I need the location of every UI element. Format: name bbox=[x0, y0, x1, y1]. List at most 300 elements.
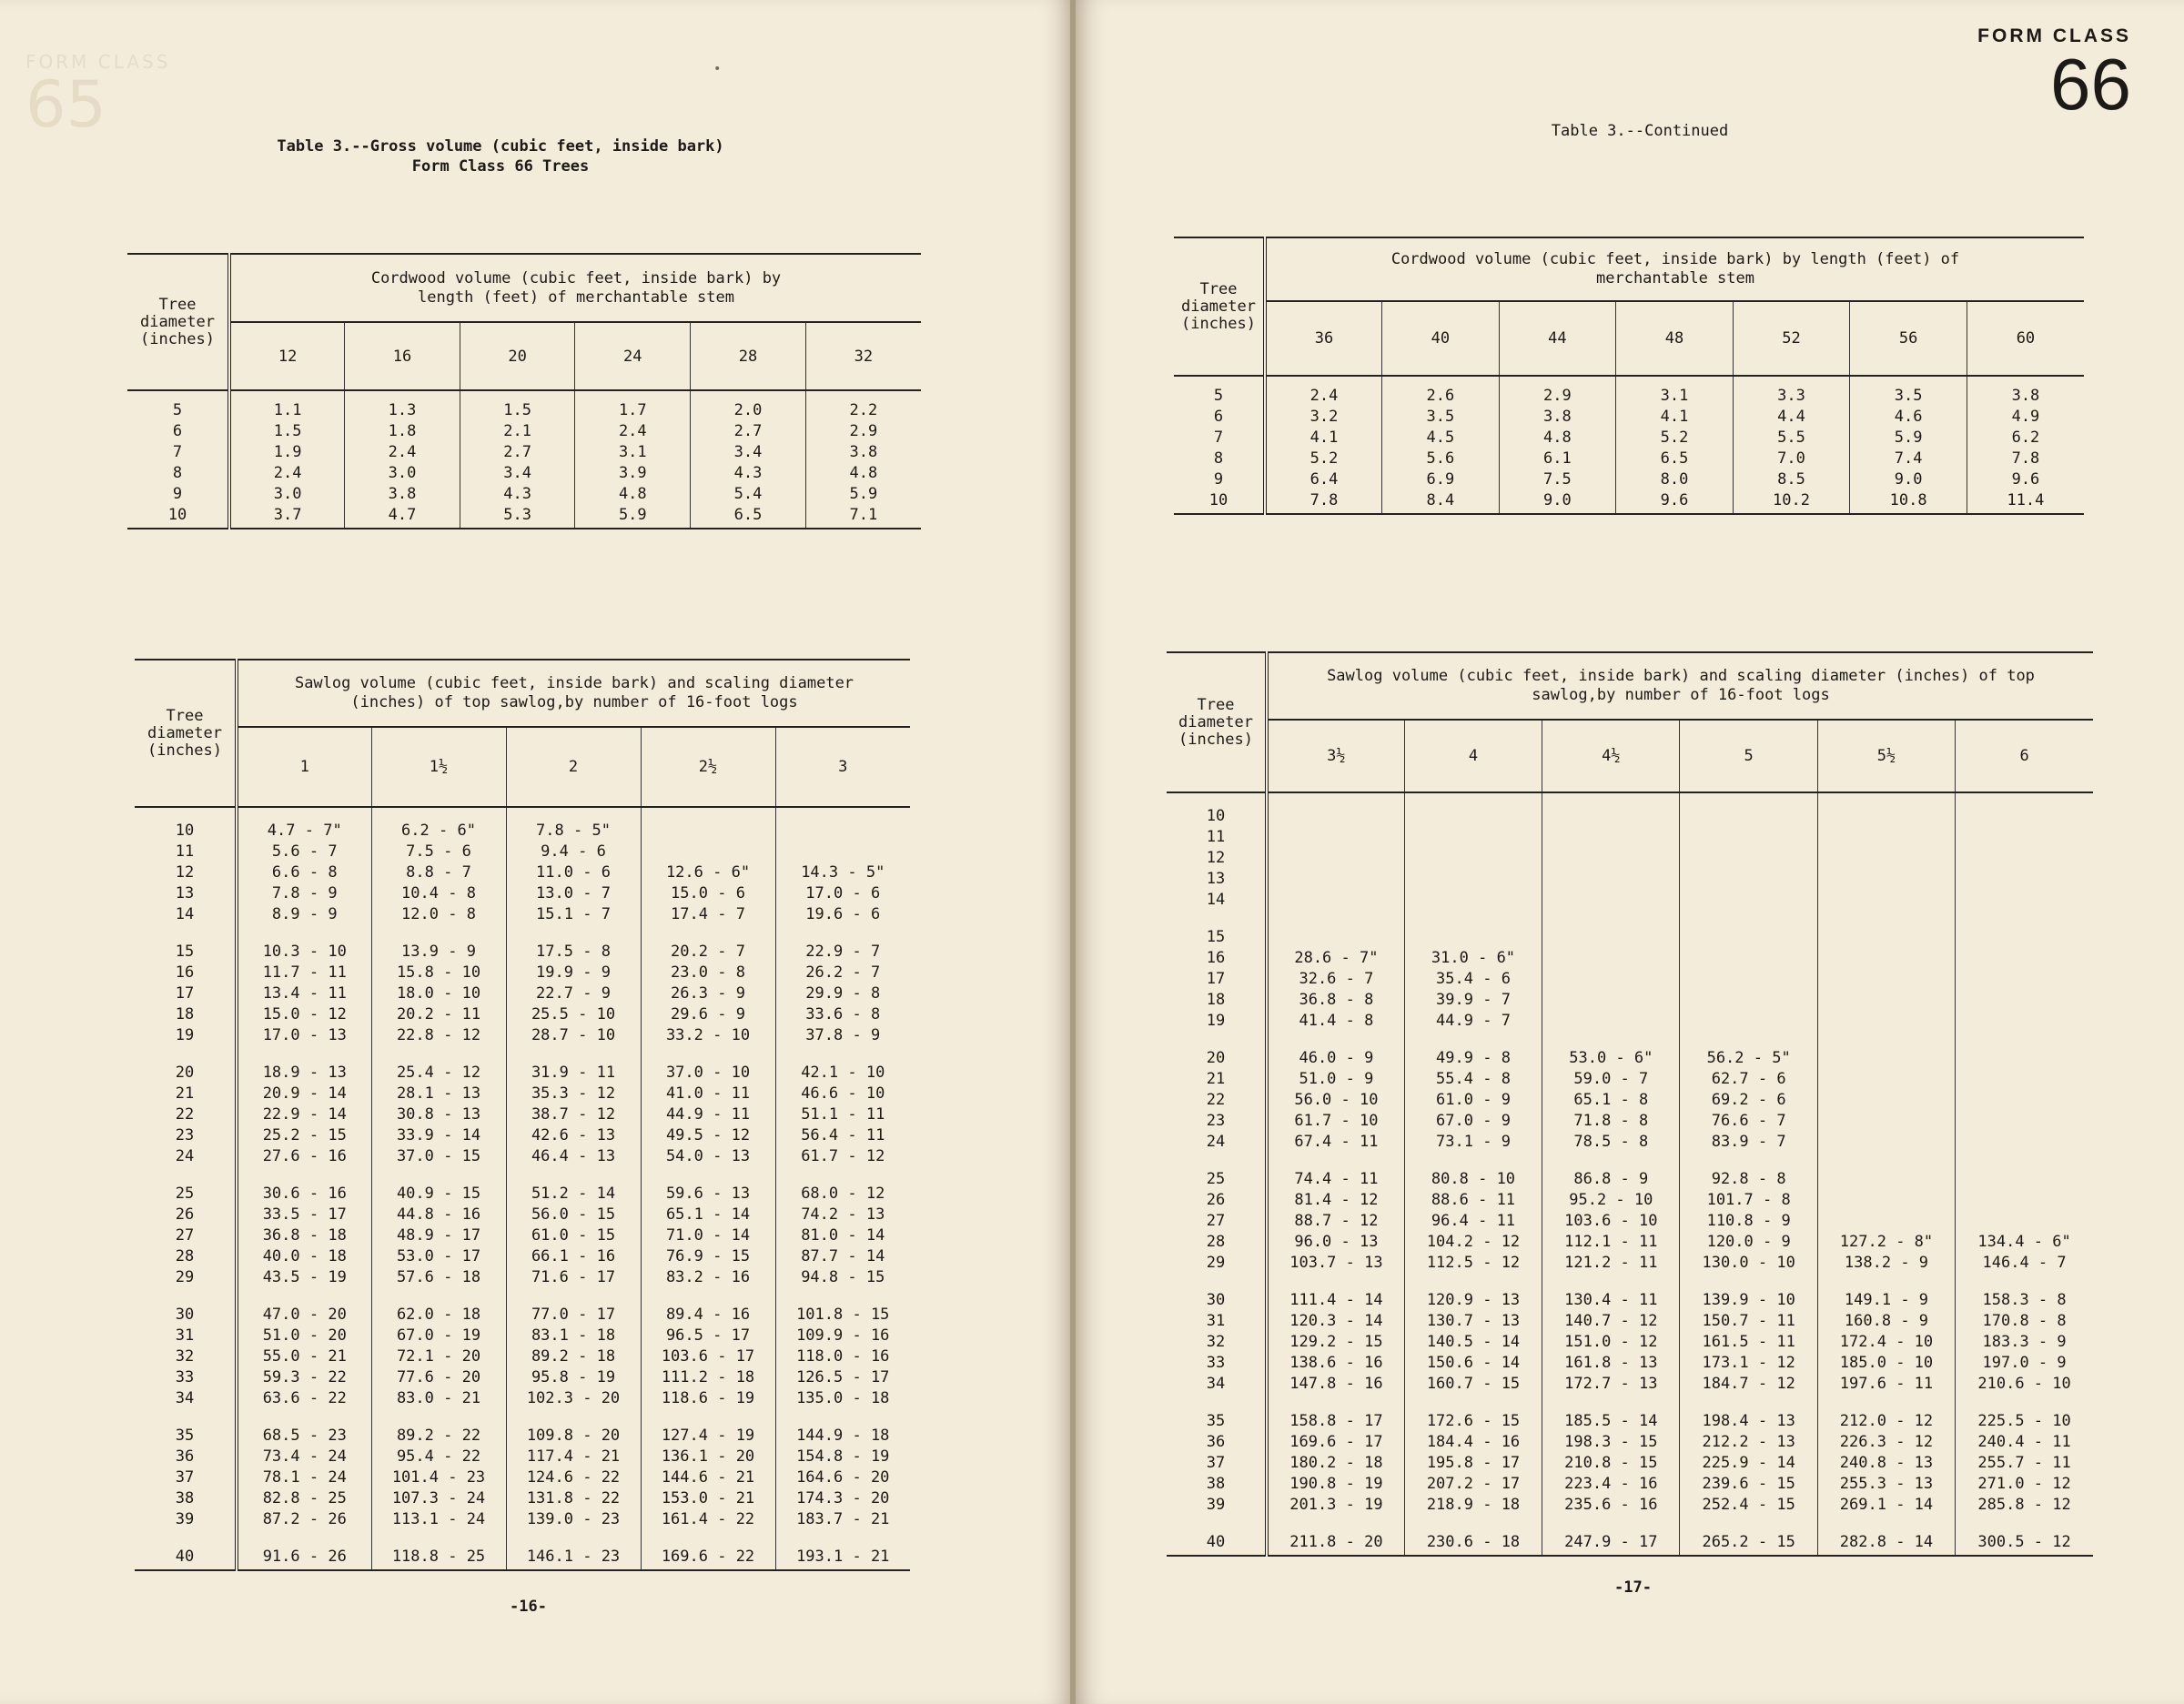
volume-cell: 9.6 bbox=[1616, 490, 1734, 514]
volume-cell: 212.2 - 13 bbox=[1680, 1432, 1817, 1453]
volume-cell: 3.1 bbox=[575, 442, 691, 463]
table-row bbox=[1174, 407, 2084, 428]
volume-group-header: Cordwood volume (cubic feet, inside bark) by length (feet) of merchantable stem bbox=[229, 254, 921, 322]
volume-cell: 127.2 - 8" bbox=[1817, 1232, 1955, 1253]
tree-diameter-cell: 23 bbox=[135, 1125, 237, 1146]
volume-cell: 62.0 - 18 bbox=[371, 1288, 506, 1326]
volume-cell: 46.6 - 10 bbox=[801, 1084, 885, 1103]
volume-cell bbox=[1680, 848, 1817, 869]
volume-cell: 198.4 - 13 bbox=[1680, 1395, 1817, 1432]
column-header: 20 bbox=[460, 322, 575, 390]
volume-cell bbox=[1956, 848, 2093, 869]
column-header: 48 bbox=[1616, 301, 1734, 376]
tree-diameter-cell: 22 bbox=[135, 1104, 237, 1125]
volume-cell bbox=[1542, 890, 1680, 911]
volume-cell: 25.5 - 10 bbox=[506, 1004, 641, 1025]
table-row bbox=[1167, 1232, 2093, 1253]
volume-cell: 89.2 - 18 bbox=[506, 1346, 641, 1367]
volume-cell: 25.4 - 12 bbox=[371, 1046, 506, 1084]
volume-cell: 3.0 bbox=[229, 484, 345, 505]
volume-cell: 29.9 - 8 bbox=[805, 984, 881, 1003]
volume-cell: 18.9 - 13 bbox=[237, 1046, 371, 1084]
volume-cell: 7.8 bbox=[1265, 490, 1382, 514]
volume-cell: 65.1 - 14 bbox=[641, 1205, 775, 1225]
tree-diameter-cell: 20 bbox=[135, 1046, 237, 1084]
volume-cell: 4.1 bbox=[1616, 407, 1734, 428]
tree-diameter-cell: 30 bbox=[1167, 1274, 1267, 1311]
volume-cell: 56.2 - 5" bbox=[1680, 1032, 1817, 1069]
volume-cell: 149.1 - 9 bbox=[1817, 1274, 1955, 1311]
volume-cell: 42.1 - 10 bbox=[801, 1064, 885, 1082]
tree-diameter-cell: 16 bbox=[135, 963, 237, 983]
volume-cell: 37.8 - 9 bbox=[805, 1026, 881, 1044]
volume-cell: 35.3 - 12 bbox=[506, 1084, 641, 1104]
tree-diameter-cell: 20 bbox=[1167, 1032, 1267, 1069]
tree-diameter-cell: 21 bbox=[135, 1084, 237, 1104]
column-header: 60 bbox=[2016, 329, 2036, 348]
volume-cell: 2.6 bbox=[1382, 376, 1500, 407]
volume-cell: 184.4 - 16 bbox=[1404, 1432, 1542, 1453]
table-row bbox=[135, 883, 910, 904]
volume-cell: 197.6 - 11 bbox=[1817, 1374, 1955, 1395]
volume-cell: 7.1 bbox=[805, 505, 921, 529]
volume-cell: 48.9 - 17 bbox=[371, 1225, 506, 1246]
table-row bbox=[135, 1084, 910, 1104]
volume-cell: 3.3 bbox=[1733, 376, 1850, 407]
volume-cell: 59.6 - 13 bbox=[641, 1167, 775, 1205]
volume-cell bbox=[1956, 969, 2093, 990]
volume-cell: 129.2 - 15 bbox=[1267, 1332, 1404, 1353]
volume-cell: 138.6 - 16 bbox=[1267, 1353, 1404, 1374]
volume-cell: 111.2 - 18 bbox=[641, 1367, 775, 1388]
volume-cell: 2.2 bbox=[849, 401, 878, 419]
volume-cell: 96.0 - 13 bbox=[1267, 1232, 1404, 1253]
volume-cell: 183.3 - 9 bbox=[1982, 1333, 2067, 1351]
volume-cell: 164.6 - 20 bbox=[796, 1468, 890, 1487]
volume-cell: 15.8 - 10 bbox=[371, 963, 506, 983]
volume-cell bbox=[1267, 890, 1404, 911]
table-row bbox=[135, 1146, 910, 1167]
volume-cell: 183.7 - 21 bbox=[796, 1510, 890, 1528]
volume-cell: 271.0 - 12 bbox=[1977, 1475, 2071, 1493]
volume-cell: 235.6 - 16 bbox=[1542, 1495, 1680, 1516]
volume-cell: 140.7 - 12 bbox=[1542, 1311, 1680, 1332]
volume-cell: 20.9 - 14 bbox=[237, 1084, 371, 1104]
volume-cell: 5.2 bbox=[1616, 428, 1734, 449]
volume-cell bbox=[1817, 1090, 1955, 1111]
volume-cell: 56.0 - 10 bbox=[1267, 1090, 1404, 1111]
table-row bbox=[135, 925, 910, 963]
volume-cell: 174.3 - 20 bbox=[796, 1489, 890, 1507]
column-header: 32 bbox=[854, 347, 874, 366]
volume-cell: 136.1 - 20 bbox=[641, 1447, 775, 1467]
column-header: 2½ bbox=[641, 727, 775, 807]
cordwood-table-left bbox=[127, 253, 921, 529]
volume-cell bbox=[1956, 911, 2093, 948]
volume-cell: 17.0 - 6 bbox=[805, 884, 881, 902]
volume-cell: 73.1 - 9 bbox=[1404, 1132, 1542, 1153]
volume-cell: 95.8 - 19 bbox=[506, 1367, 641, 1388]
table-row bbox=[1167, 1253, 2093, 1274]
volume-cell: 103.6 - 10 bbox=[1542, 1211, 1680, 1232]
volume-cell: 300.5 - 12 bbox=[1956, 1516, 2093, 1556]
tree-diameter-cell: 26 bbox=[135, 1205, 237, 1225]
volume-cell: 7.5 - 6 bbox=[371, 842, 506, 862]
volume-cell: 160.8 - 9 bbox=[1817, 1311, 1955, 1332]
table-row bbox=[135, 1288, 910, 1326]
column-header: 1 bbox=[237, 727, 371, 807]
volume-cell: 81.0 - 14 bbox=[801, 1226, 885, 1245]
volume-cell: 4.8 bbox=[575, 484, 691, 505]
table-row bbox=[1174, 490, 2084, 514]
volume-cell bbox=[1956, 1132, 2093, 1153]
table-row bbox=[135, 1509, 910, 1530]
volume-cell: 33.9 - 14 bbox=[371, 1125, 506, 1146]
table-title bbox=[209, 136, 792, 176]
volume-cell: 120.0 - 9 bbox=[1680, 1232, 1817, 1253]
tree-diameter-cell: 14 bbox=[135, 904, 237, 925]
volume-cell: 2.4 bbox=[345, 442, 460, 463]
tree-diameter-cell: 10 bbox=[127, 505, 229, 529]
volume-cell bbox=[1817, 869, 1955, 890]
volume-cell: 67.0 - 9 bbox=[1404, 1111, 1542, 1132]
volume-cell: 112.1 - 11 bbox=[1542, 1232, 1680, 1253]
volume-cell: 11.4 bbox=[1967, 490, 2084, 514]
column-header: 2 bbox=[506, 727, 641, 807]
table-row bbox=[1167, 911, 2093, 948]
volume-cell: 160.7 - 15 bbox=[1404, 1374, 1542, 1395]
volume-cell: 55.0 - 21 bbox=[237, 1346, 371, 1367]
volume-cell: 190.8 - 19 bbox=[1267, 1474, 1404, 1495]
volume-cell bbox=[1267, 848, 1404, 869]
volume-cell: 8.8 - 7 bbox=[371, 862, 506, 883]
tree-diameter-cell: 30 bbox=[135, 1288, 237, 1326]
volume-cell bbox=[1817, 1190, 1955, 1211]
volume-cell: 83.0 - 21 bbox=[371, 1388, 506, 1409]
volume-cell: 95.4 - 22 bbox=[371, 1447, 506, 1467]
volume-cell: 51.2 - 14 bbox=[506, 1167, 641, 1205]
left-page bbox=[0, 0, 1072, 1704]
volume-cell: 30.8 - 13 bbox=[371, 1104, 506, 1125]
volume-cell: 5.9 bbox=[849, 485, 878, 503]
volume-cell: 51.1 - 11 bbox=[801, 1105, 885, 1124]
volume-cell: 10.4 - 8 bbox=[371, 883, 506, 904]
volume-cell: 5.6 - 7 bbox=[237, 842, 371, 862]
tree-diameter-cell: 5 bbox=[1174, 376, 1265, 407]
volume-cell: 101.4 - 23 bbox=[371, 1467, 506, 1488]
volume-cell: 130.7 - 13 bbox=[1404, 1311, 1542, 1332]
volume-cell: 82.8 - 25 bbox=[237, 1488, 371, 1509]
tree-diameter-cell: 5 bbox=[127, 390, 229, 421]
volume-cell: 265.2 - 15 bbox=[1680, 1516, 1817, 1556]
volume-cell: 6.2 bbox=[2011, 429, 2040, 447]
volume-cell: 22.7 - 9 bbox=[506, 983, 641, 1004]
sawlog-table-left bbox=[135, 659, 910, 1571]
volume-cell: 4.5 bbox=[1382, 428, 1500, 449]
table-row bbox=[135, 1125, 910, 1146]
volume-cell: 13.4 - 11 bbox=[237, 983, 371, 1004]
volume-cell: 7.4 bbox=[1850, 449, 1967, 469]
table-row bbox=[135, 1409, 910, 1447]
volume-cell: 74.4 - 11 bbox=[1267, 1153, 1404, 1190]
volume-cell bbox=[1956, 792, 2093, 827]
volume-cell: 74.2 - 13 bbox=[801, 1205, 885, 1224]
volume-cell bbox=[1680, 911, 1817, 948]
volume-cell bbox=[1680, 969, 1817, 990]
volume-cell: 3.9 bbox=[575, 463, 691, 484]
table-row bbox=[135, 1467, 910, 1488]
volume-cell bbox=[1956, 1211, 2093, 1232]
volume-cell: 223.4 - 16 bbox=[1542, 1474, 1680, 1495]
volume-cell: 5.3 bbox=[460, 505, 575, 529]
tree-diameter-cell: 9 bbox=[1174, 469, 1265, 490]
volume-cell bbox=[641, 807, 775, 842]
tree-diameter-cell: 10 bbox=[135, 807, 237, 842]
table-row bbox=[127, 390, 921, 421]
volume-cell bbox=[1817, 1132, 1955, 1153]
volume-cell: 6.5 bbox=[1616, 449, 1734, 469]
volume-cell: 1.1 bbox=[229, 390, 345, 421]
volume-cell: 4.3 bbox=[691, 463, 806, 484]
tree-diameter-cell: 33 bbox=[1167, 1353, 1267, 1374]
volume-cell bbox=[1267, 911, 1404, 948]
table-row bbox=[1167, 1069, 2093, 1090]
volume-cell: 71.0 - 14 bbox=[641, 1225, 775, 1246]
tree-diameter-cell: 35 bbox=[135, 1409, 237, 1447]
volume-cell: 225.5 - 10 bbox=[1977, 1412, 2071, 1430]
table-row bbox=[1167, 890, 2093, 911]
volume-cell: 56.4 - 11 bbox=[801, 1126, 885, 1144]
column-header: 4½ bbox=[1542, 720, 1680, 792]
volume-cell: 14.3 - 5" bbox=[801, 863, 885, 882]
volume-cell: 33.5 - 17 bbox=[237, 1205, 371, 1225]
volume-cell bbox=[775, 807, 910, 842]
volume-cell bbox=[1956, 1111, 2093, 1132]
volume-cell: 210.8 - 15 bbox=[1542, 1453, 1680, 1474]
volume-cell: 146.1 - 23 bbox=[506, 1530, 641, 1570]
volume-cell bbox=[1956, 948, 2093, 969]
volume-cell: 44.9 - 11 bbox=[641, 1104, 775, 1125]
table-row bbox=[135, 904, 910, 925]
volume-cell: 169.6 - 22 bbox=[641, 1530, 775, 1570]
table-row bbox=[127, 442, 921, 463]
volume-cell bbox=[1404, 827, 1542, 848]
volume-cell: 1.8 bbox=[345, 421, 460, 442]
tree-diameter-cell: 34 bbox=[1167, 1374, 1267, 1395]
tree-diameter-cell: 23 bbox=[1167, 1111, 1267, 1132]
volume-cell: 2.4 bbox=[229, 463, 345, 484]
volume-cell bbox=[1680, 948, 1817, 969]
table-row bbox=[1167, 1311, 2093, 1332]
volume-cell: 57.6 - 18 bbox=[371, 1267, 506, 1288]
volume-cell: 19.6 - 6 bbox=[805, 905, 881, 923]
volume-cell: 2.9 bbox=[849, 422, 878, 440]
volume-cell: 73.4 - 24 bbox=[237, 1447, 371, 1467]
volume-cell: 10.3 - 10 bbox=[237, 925, 371, 963]
volume-cell: 8.9 - 9 bbox=[237, 904, 371, 925]
volume-cell: 207.2 - 17 bbox=[1404, 1474, 1542, 1495]
volume-cell bbox=[1817, 911, 1955, 948]
volume-cell: 7.8 - 9 bbox=[237, 883, 371, 904]
volume-cell: 81.4 - 12 bbox=[1267, 1190, 1404, 1211]
volume-cell: 61.7 - 10 bbox=[1267, 1111, 1404, 1132]
volume-cell: 55.4 - 8 bbox=[1404, 1069, 1542, 1090]
volume-cell: 120.9 - 13 bbox=[1404, 1274, 1542, 1311]
volume-cell: 53.0 - 6" bbox=[1542, 1032, 1680, 1069]
table-row bbox=[135, 842, 910, 862]
table-row bbox=[1167, 1153, 2093, 1190]
table-row bbox=[1167, 792, 2093, 827]
table-row bbox=[127, 421, 921, 442]
volume-cell: 68.5 - 23 bbox=[237, 1409, 371, 1447]
volume-cell: 28.7 - 10 bbox=[506, 1025, 641, 1046]
form-class-header bbox=[1977, 25, 2131, 125]
volume-cell: 67.4 - 11 bbox=[1267, 1132, 1404, 1153]
volume-cell: 76.6 - 7 bbox=[1680, 1111, 1817, 1132]
table-row bbox=[1174, 449, 2084, 469]
volume-cell: 3.8 bbox=[2011, 387, 2040, 405]
table-title-line1: Table 3.--Gross volume (cubic feet, inside bark) bbox=[277, 137, 724, 156]
volume-cell: 33.2 - 10 bbox=[641, 1025, 775, 1046]
tree-diameter-cell: 35 bbox=[1167, 1395, 1267, 1432]
table-row bbox=[1174, 469, 2084, 490]
table-title-line2: Form Class 66 Trees bbox=[411, 157, 590, 176]
volume-cell bbox=[775, 842, 910, 862]
volume-cell: 240.8 - 13 bbox=[1817, 1453, 1955, 1474]
tree-diameter-cell: 40 bbox=[1167, 1516, 1267, 1556]
tree-diameter-cell: 32 bbox=[135, 1346, 237, 1367]
volume-cell: 20.2 - 11 bbox=[371, 1004, 506, 1025]
tree-diameter-cell: 13 bbox=[135, 883, 237, 904]
volume-cell bbox=[1956, 1190, 2093, 1211]
volume-cell: 140.5 - 14 bbox=[1404, 1332, 1542, 1353]
volume-cell: 11.0 - 6 bbox=[506, 862, 641, 883]
volume-cell: 44.8 - 16 bbox=[371, 1205, 506, 1225]
tree-diameter-cell: 25 bbox=[1167, 1153, 1267, 1190]
volume-cell bbox=[1956, 827, 2093, 848]
volume-cell bbox=[1956, 990, 2093, 1011]
tree-diameter-cell: 19 bbox=[135, 1025, 237, 1046]
tree-diameter-cell: 15 bbox=[1167, 911, 1267, 948]
volume-cell bbox=[1542, 948, 1680, 969]
volume-cell: 134.4 - 6" bbox=[1977, 1233, 2071, 1251]
table-row bbox=[1167, 1432, 2093, 1453]
volume-cell: 39.9 - 7 bbox=[1404, 990, 1542, 1011]
tree-diameter-cell: 32 bbox=[1167, 1332, 1267, 1353]
volume-cell: 51.0 - 20 bbox=[237, 1326, 371, 1346]
volume-cell bbox=[1817, 1011, 1955, 1032]
volume-cell: 6.1 bbox=[1499, 449, 1616, 469]
volume-cell: 63.6 - 22 bbox=[237, 1388, 371, 1409]
volume-cell: 25.2 - 15 bbox=[237, 1125, 371, 1146]
table-row bbox=[1167, 990, 2093, 1011]
column-header: 4 bbox=[1404, 720, 1542, 792]
tree-diameter-cell: 39 bbox=[1167, 1495, 1267, 1516]
volume-cell bbox=[1267, 869, 1404, 890]
table-row bbox=[135, 1388, 910, 1409]
table-row bbox=[135, 1046, 910, 1084]
volume-cell: 9.0 bbox=[1499, 490, 1616, 514]
volume-cell: 226.3 - 12 bbox=[1817, 1432, 1955, 1453]
volume-cell: 172.7 - 13 bbox=[1542, 1374, 1680, 1395]
volume-cell: 49.9 - 8 bbox=[1404, 1032, 1542, 1069]
volume-cell: 239.6 - 15 bbox=[1680, 1474, 1817, 1495]
volume-cell: 4.9 bbox=[2011, 408, 2040, 426]
volume-cell: 126.5 - 17 bbox=[796, 1368, 890, 1386]
volume-cell: 2.7 bbox=[691, 421, 806, 442]
volume-cell: 120.3 - 14 bbox=[1267, 1311, 1404, 1332]
table-row bbox=[135, 983, 910, 1004]
volume-group-header: Sawlog volume (cubic feet, inside bark) and scaling diameter (inches) of top sawlog,by number of 16-foot logs bbox=[237, 660, 910, 727]
volume-cell: 109.9 - 16 bbox=[796, 1326, 890, 1345]
volume-cell: 6.2 - 6" bbox=[371, 807, 506, 842]
volume-cell: 59.3 - 22 bbox=[237, 1367, 371, 1388]
volume-cell bbox=[1817, 848, 1955, 869]
volume-cell: 9.6 bbox=[2011, 470, 2040, 489]
volume-cell: 87.2 - 26 bbox=[237, 1509, 371, 1530]
volume-cell bbox=[1956, 1090, 2093, 1111]
volume-cell bbox=[1956, 1011, 2093, 1032]
volume-cell: 110.8 - 9 bbox=[1680, 1211, 1817, 1232]
volume-cell bbox=[1404, 792, 1542, 827]
volume-cell bbox=[1817, 1153, 1955, 1190]
volume-cell bbox=[1542, 792, 1680, 827]
volume-cell: 83.1 - 18 bbox=[506, 1326, 641, 1346]
column-header: 44 bbox=[1499, 301, 1616, 376]
table-row bbox=[1167, 1032, 2093, 1069]
volume-cell: 158.8 - 17 bbox=[1267, 1395, 1404, 1432]
volume-cell: 210.6 - 10 bbox=[1977, 1375, 2071, 1393]
tree-diameter-cell: 10 bbox=[1174, 490, 1265, 514]
volume-cell: 118.6 - 19 bbox=[641, 1388, 775, 1409]
tree-diameter-cell: 17 bbox=[135, 983, 237, 1004]
table-row bbox=[1167, 869, 2093, 890]
volume-cell: 96.5 - 17 bbox=[641, 1326, 775, 1346]
volume-cell: 172.4 - 10 bbox=[1817, 1332, 1955, 1353]
table-row bbox=[1167, 1332, 2093, 1353]
table-row bbox=[135, 1225, 910, 1246]
tree-diameter-cell: 21 bbox=[1167, 1069, 1267, 1090]
volume-cell: 91.6 - 26 bbox=[237, 1530, 371, 1570]
form-class-number: 66 bbox=[2050, 44, 2131, 125]
tree-diameter-cell: 31 bbox=[135, 1326, 237, 1346]
volume-cell: 4.6 bbox=[1850, 407, 1967, 428]
ghost-form-class-label: FORM CLASS bbox=[25, 51, 171, 73]
volume-cell: 31.9 - 11 bbox=[506, 1046, 641, 1084]
tree-diameter-cell: 15 bbox=[135, 925, 237, 963]
table-row bbox=[127, 463, 921, 484]
volume-cell: 11.7 - 11 bbox=[237, 963, 371, 983]
volume-cell: 13.9 - 9 bbox=[371, 925, 506, 963]
table-row bbox=[1167, 1090, 2093, 1111]
table-row bbox=[135, 963, 910, 983]
volume-cell: 109.8 - 20 bbox=[506, 1409, 641, 1447]
volume-cell: 201.3 - 19 bbox=[1267, 1495, 1404, 1516]
volume-cell: 15.0 - 12 bbox=[237, 1004, 371, 1025]
volume-cell: 282.8 - 14 bbox=[1817, 1516, 1955, 1556]
tree-diameter-cell: 37 bbox=[135, 1467, 237, 1488]
table-row bbox=[135, 1004, 910, 1025]
volume-cell: 61.7 - 12 bbox=[801, 1147, 885, 1165]
volume-cell: 212.0 - 12 bbox=[1817, 1395, 1955, 1432]
table-row bbox=[1167, 1132, 2093, 1153]
volume-cell: 42.6 - 13 bbox=[506, 1125, 641, 1146]
tree-diameter-cell: 6 bbox=[127, 421, 229, 442]
volume-cell: 30.6 - 16 bbox=[237, 1167, 371, 1205]
volume-cell: 101.7 - 8 bbox=[1680, 1190, 1817, 1211]
tree-diameter-cell: 33 bbox=[135, 1367, 237, 1388]
volume-cell bbox=[1404, 848, 1542, 869]
